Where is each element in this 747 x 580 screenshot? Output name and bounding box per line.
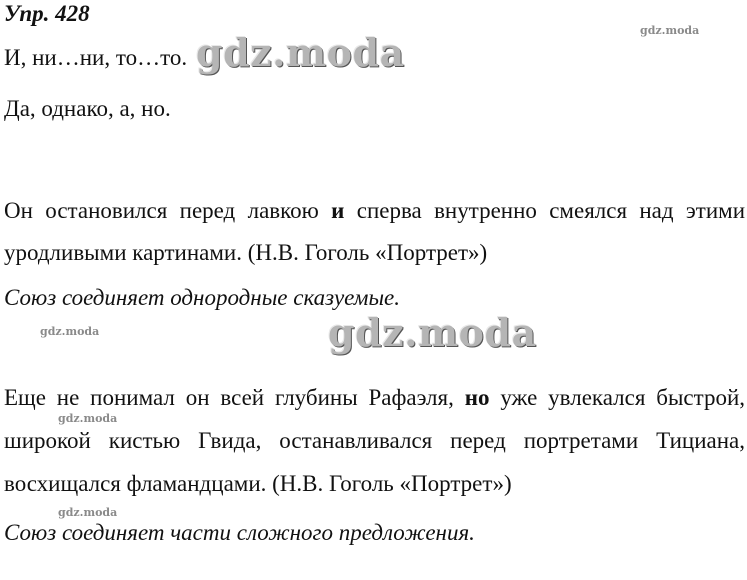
- sentence-2-line-3: восхищался фламандцами. (Н.В. Гоголь «Портрет»): [4, 471, 512, 496]
- sentence-1-line-1: [4, 197, 745, 225]
- watermark-small: gdz.moda: [58, 506, 118, 519]
- sentence-1-line-2: уродливыми картинами. (Н.В. Гоголь «Портрет»): [4, 240, 488, 265]
- sentence-2-line-2: широкой кистью Гвида, останавливался перед портретами Тициана,: [4, 428, 745, 453]
- watermark-small: gdz.moda: [640, 24, 700, 37]
- text: уже увлекался быстрой,: [489, 385, 745, 410]
- sentence-1-note: Союз соединяет однородные сказуемые.: [4, 285, 400, 310]
- text: Он остановился перед лавкою: [4, 198, 332, 223]
- conjunctions-line-1: И, ни…ни, то…то.: [4, 45, 188, 70]
- watermark-small: gdz.moda: [58, 412, 118, 425]
- text: сперва внутренно смеялся над этими: [344, 198, 746, 223]
- watermark-large: gdz.moda: [328, 310, 537, 355]
- text: Еще не понимал он всей глубины Рафаэля,: [4, 385, 465, 410]
- sentence-2-note: Союз соединяет части сложного предложения.: [4, 520, 475, 545]
- conjunction-i: и: [331, 198, 345, 223]
- exercise-title: Упр. 428: [4, 1, 90, 26]
- watermark-large: gdz.moda: [196, 30, 405, 75]
- sentence-2-line-1: [4, 384, 745, 412]
- watermark-small: gdz.moda: [40, 325, 100, 338]
- conjunctions-line-2: Да, однако, а, но.: [4, 96, 171, 121]
- conjunction-no: но: [464, 385, 490, 410]
